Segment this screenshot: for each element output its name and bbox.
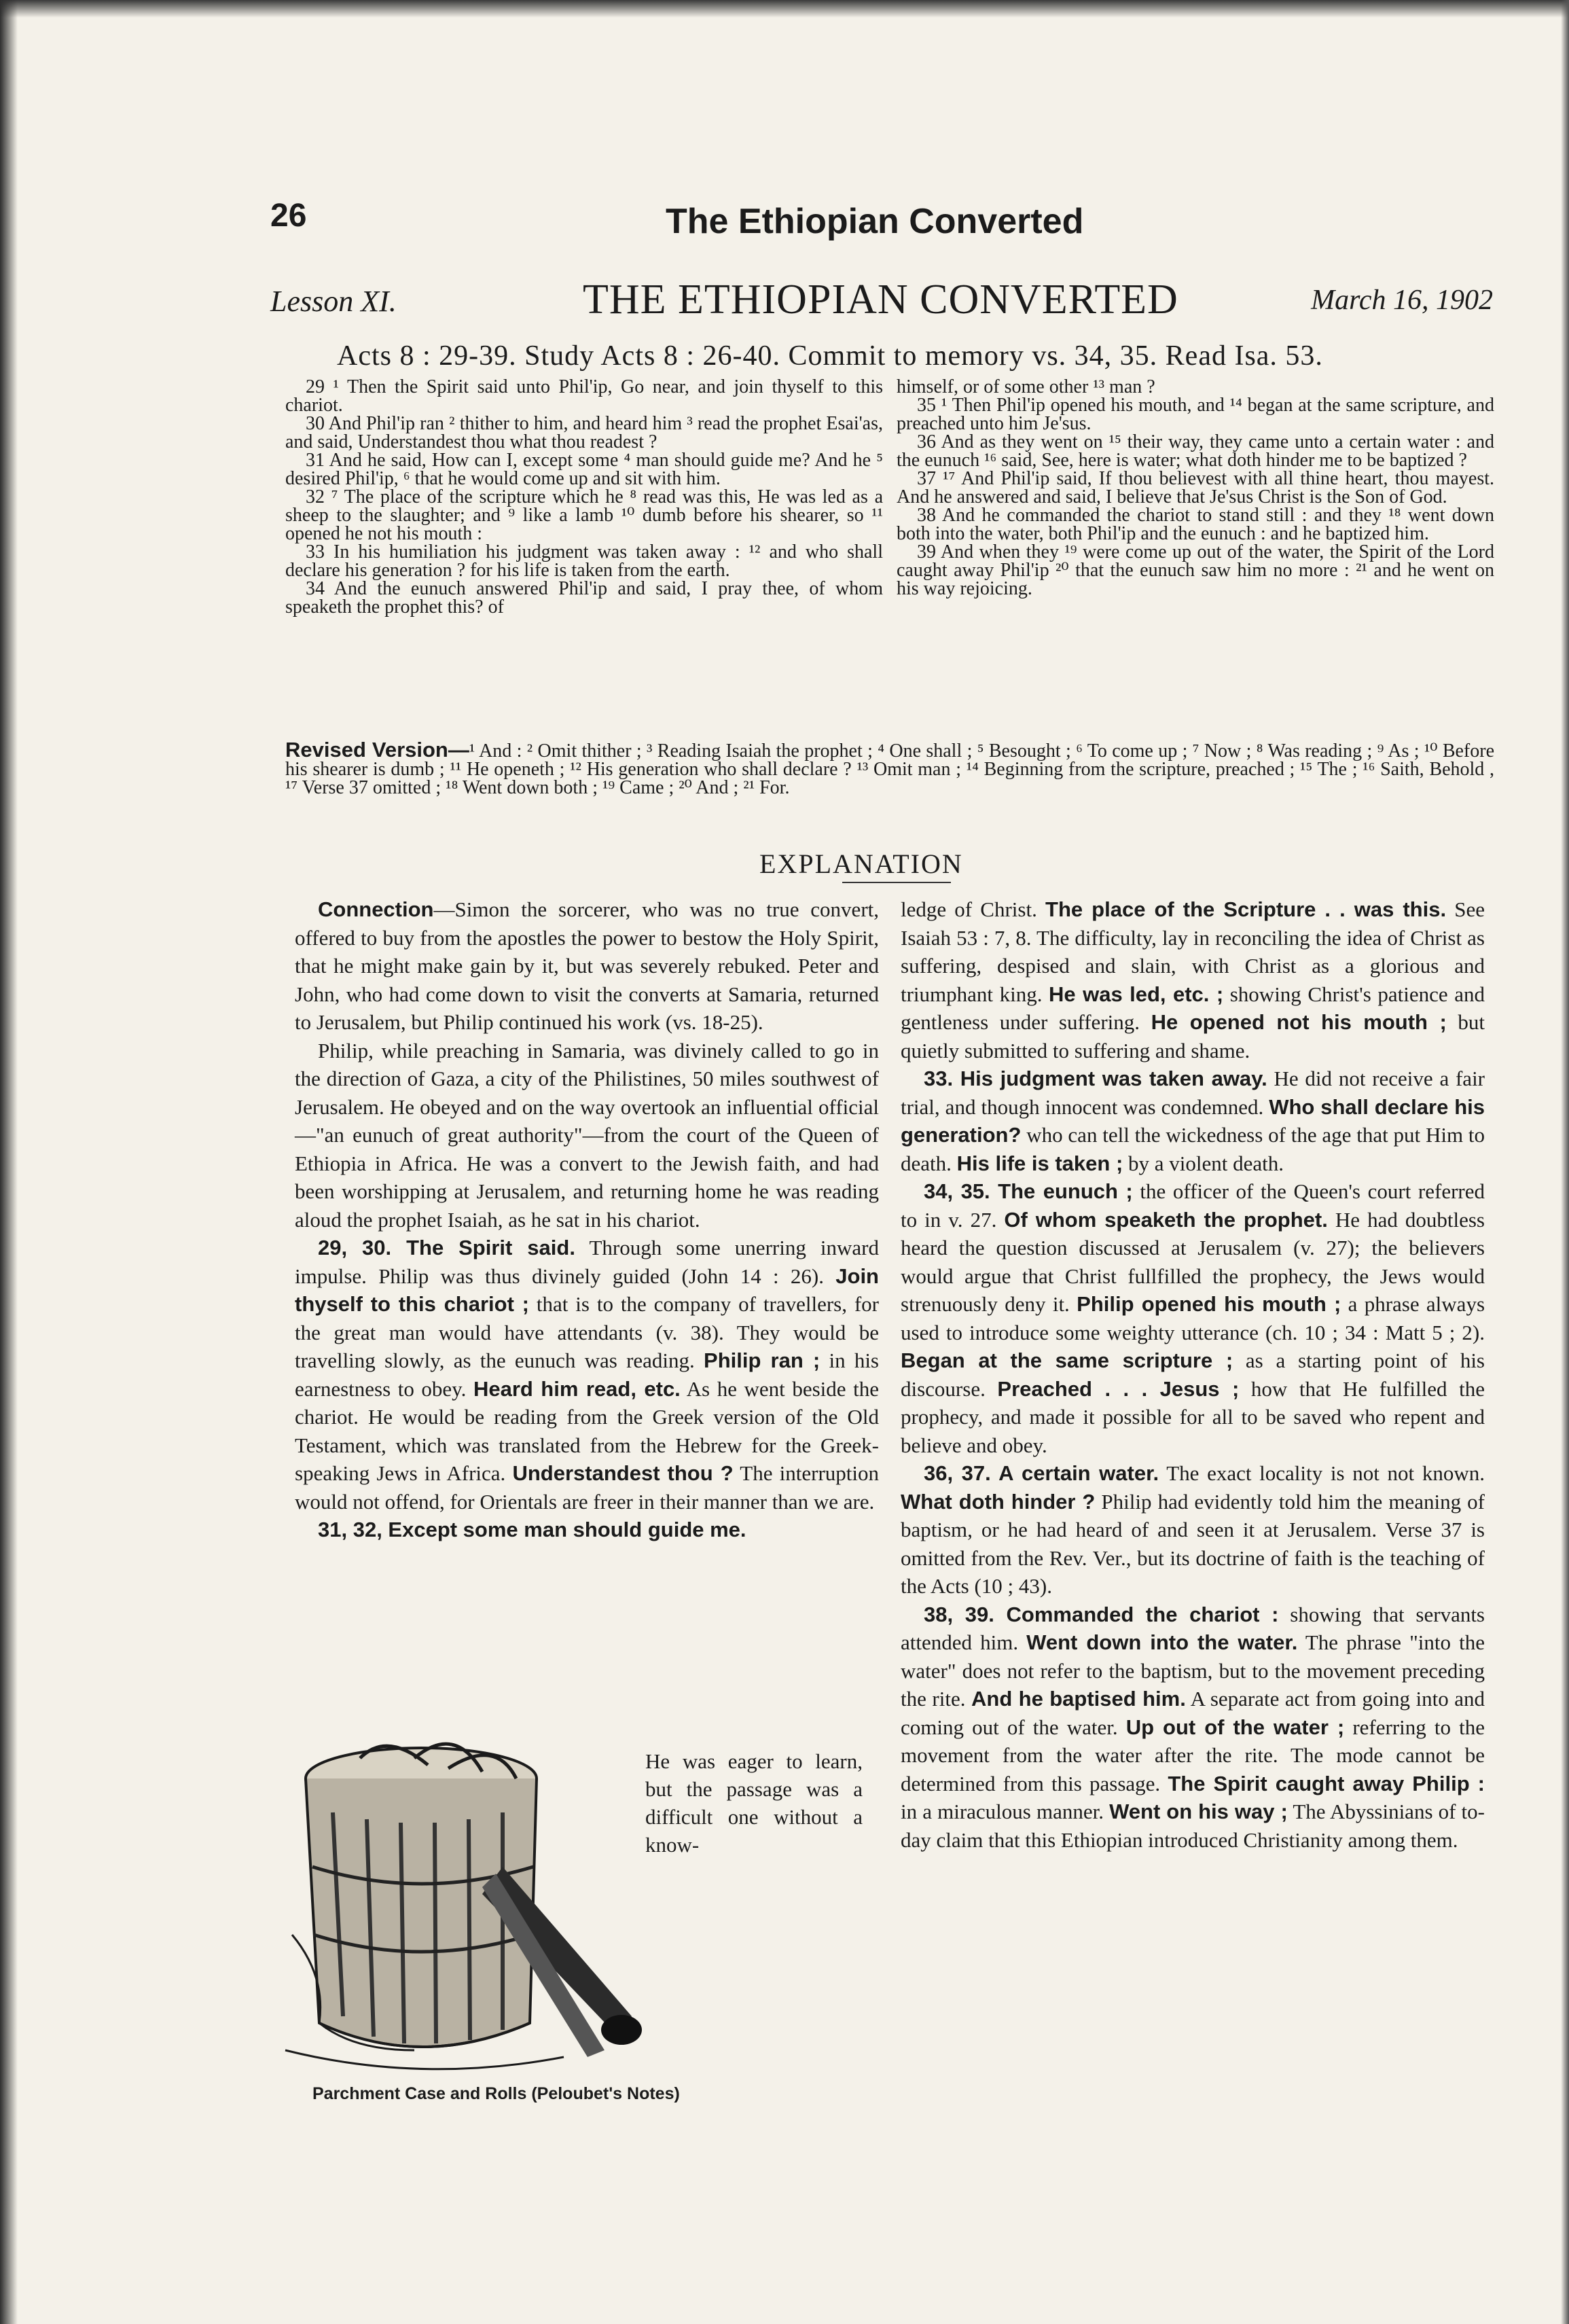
verse-39: 39 And when they ¹⁹ were come up out of the water, the Spirit of the Lord caught away Phil'ip ²⁰ that the eunuch saw him no more : ²¹ and he went on his way rejoicing. [897, 541, 1494, 599]
explanation-heading: EXPLANATION [759, 848, 963, 879]
p1-head3: He opened not his mouth ; [1151, 1010, 1447, 1034]
v33-head2: Who shall declare his generation? [901, 1094, 1485, 1147]
scan-top-edge [0, 0, 1569, 18]
v33-text1: He did not receive a fair trial, and though innocent was condemned. [901, 1067, 1485, 1119]
verse-37: 37 ¹⁷ And Phil'ip said, If thou believest with all thine heart, thou mayest. And he answered and said, I believe that Je'sus Christ is the Son of God. [897, 468, 1494, 507]
v34-text2: He had doubtless heard the question discussed at Jerusalem (v. 27); the believers would argue that Christ fullfilled the prophecy, the Jews would strenuously deny it. [901, 1207, 1485, 1316]
v34-text1: the officer of the Queen's court referred to in v. 27. [901, 1179, 1485, 1232]
v38-text3: A separate act from going into and coming out of the water. [901, 1687, 1485, 1739]
revised-version-notes [285, 740, 1494, 797]
v33-text2: who can tell the wickedness of the age that put Him to death. [901, 1123, 1485, 1175]
philip-paragraph: Philip, while preaching in Samaria, was divinely called to go in the direction of Gaza, a city of the Philistines, 50 miles southwest of Jerusalem. He obeyed and on the way overtook an influential official—"an eunuch of great authority"—from the court of the Queen of Ethiopia in Africa. He was a convert to the Jewish faith, and had been worshipping at Jerusalem, and returning home he was reading aloud the prophet Isaiah, as he sat in his chariot. [295, 1038, 879, 1232]
v31-wrap-text: He was eager to learn, but the passage was a difficult one without a know- [645, 1749, 863, 1857]
v34-head: 34, 35. The eunuch ; [924, 1179, 1133, 1203]
study-references: Acts 8 : 29-39. Study Acts 8 : 26-40. Commit to memory vs. 34, 35. Read Isa. 53. [337, 340, 1323, 372]
p1-text1: ledge of Christ. [901, 897, 1046, 921]
verse-34-cont: himself, or of some other ¹³ man ? [897, 376, 1155, 397]
v34-paragraph [901, 1177, 1485, 1459]
lesson-date: March 16, 1902 [1311, 285, 1493, 316]
heading-rule [842, 882, 951, 883]
verse-33: 33 In his humiliation his judgment was taken away : ¹² and who shall declare his generation ? for his life is taken from the earth. [285, 541, 883, 581]
v29-text3: in his earnestness to obey. [295, 1348, 879, 1401]
v29-head3: Philip ran ; [704, 1348, 820, 1372]
v33-paragraph [901, 1065, 1485, 1177]
v36-paragraph [901, 1459, 1485, 1601]
place-paragraph [901, 895, 1485, 1065]
v34-head4: Began at the same scripture ; [901, 1348, 1233, 1372]
verse-30: 30 And Phil'ip ran ² thither to him, and heard him ³ read the prophet Esai'as, and said, Understandest thou what thou readest ? [285, 413, 883, 452]
v38-head2: Went down into the water. [1026, 1630, 1298, 1654]
v29-head4: Heard him read, etc. [473, 1376, 681, 1401]
connection-paragraph [295, 895, 879, 1037]
verse-38: 38 And he commanded the chariot to stand still : and they ¹⁸ went down both into the water, both Phil'ip and the eunuch : and he baptized him. [897, 505, 1494, 544]
v38-paragraph [901, 1601, 1485, 1855]
v38-head: 38, 39. Commanded the chariot : [924, 1602, 1279, 1626]
v34-head3: Philip opened his mouth ; [1077, 1292, 1341, 1316]
v36-head: 36, 37. A certain water. [924, 1461, 1159, 1485]
verse-35: 35 ¹ Then Phil'ip opened his mouth, and ¹⁴ began at the same scripture, and preached unto him Je'sus. [897, 395, 1494, 434]
v29-head: 29, 30. The Spirit said. [318, 1236, 575, 1259]
v33-head3: His life is taken ; [956, 1151, 1123, 1175]
v29-paragraph [295, 1234, 879, 1516]
v38-head3: And he baptised him. [971, 1687, 1186, 1711]
explanation-left-column [295, 895, 879, 1544]
v34-head2: Of whom speaketh the prophet. [1004, 1207, 1328, 1232]
scan-left-edge [0, 0, 18, 2324]
v29-text5: The interruption would not offend, for Orientals are freer in their manner than we are. [295, 1461, 879, 1514]
verse-31: 31 And he said, How can I, except some ⁴ man should guide me? And he ⁵ desired Phil'ip, ⁶ that he would come up and sit with him. [285, 450, 883, 489]
p1-head2: He was led, etc. ; [1049, 982, 1224, 1006]
lesson-number: Lesson XI. [270, 285, 397, 318]
revised-label: Revised Version— [285, 738, 469, 762]
scan-right-edge [1561, 0, 1569, 2324]
parchment-case-illustration [278, 1731, 645, 2084]
p1-text2: See Isaiah 53 : 7, 8. The difficulty, lay in reconciling the idea of Christ as suffering, despised and slain, with Christ as a glorious and triumphant king. [901, 897, 1485, 1006]
p1-text4: but quietly submitted to suffering and shame. [901, 1010, 1485, 1062]
v38-head4: Up out of the water ; [1125, 1715, 1345, 1739]
verse-29: 29 ¹ Then the Spirit said unto Phil'ip, Go near, and join thyself to this chariot. [285, 376, 883, 416]
lesson-title: THE ETHIOPIAN CONVERTED [583, 276, 1178, 323]
v38-head5: The Spirit caught away Philip : [1168, 1771, 1485, 1795]
explanation-right-column [901, 895, 1485, 1854]
v38-text4: referring to the movement from the water after the rite. The mode cannot be determined from this passage. [901, 1715, 1485, 1795]
v34-text3: a phrase always used to introduce some weighty utterance (ch. 10 ; 34 : Matt 5 ; 2). [901, 1292, 1485, 1344]
v33-text3: by a violent death. [1123, 1151, 1284, 1175]
v38-text2: The phrase "into the water" does not refer to the baptism, but to the movement preceding the rite. [901, 1630, 1485, 1711]
verse-34: 34 And the eunuch answered Phil'ip and said, I pray thee, of whom speaketh the prophet this? of [285, 578, 883, 618]
running-head: The Ethiopian Converted [666, 202, 1084, 241]
v36-text1: The exact locality is not not known. [1159, 1461, 1485, 1485]
v29-text2: that is to the company of travellers, for the great man would have attendants (v. 38). They would be travelling slowly, as the eunuch was reading. [295, 1292, 880, 1372]
v33-head: 33. His judgment was taken away. [924, 1067, 1267, 1090]
v38-text5: in a miraculous manner. [901, 1800, 1110, 1823]
revised-text: ¹ And : ² Omit thither ; ³ Reading Isaiah the prophet ; ⁴ One shall ; ⁵ Besought ; ⁶ To come up ; ⁷ Now ; ⁸ Was reading ; ⁹ As ; ¹⁰ Before his shearer is dumb ; ¹¹ He openeth ; ¹² His generation who shall declare ? ¹³ Omit man ; ¹⁴ Beginning from the scripture, preached ; ¹⁵ The ; ¹⁶ Saith, Behold , ¹⁷ Verse 37 omitted ; ¹⁸ Went down both ; ¹⁹ Came ; ²⁰ And ; ²¹ For. [285, 740, 1495, 798]
v38-text1: showing that servants attended him. [901, 1602, 1485, 1654]
scripture-left-column [285, 378, 883, 616]
v31-heading [295, 1516, 879, 1544]
v29-text1: Through some unerring inward impulse. Philip was thus divinely guided (John 14 : 26). [295, 1236, 879, 1288]
page-number: 26 [270, 198, 307, 234]
v29-head2: Join thyself to this chariot ; [295, 1264, 879, 1316]
lesson-header [270, 276, 1493, 330]
v36-text2: Philip had evidently told him the meaning of baptism, or he had heard of and seen it at Jerusalem. Verse 37 is omitted from the Rev. Ver., but its doctrine of faith is the teaching of the Acts (10 ; 43). [901, 1489, 1485, 1598]
p1-text3: showing Christ's patience and gentleness under suffering. [901, 982, 1485, 1034]
v34-text5: how that He fulfilled the prophecy, and made it possible for all to be saved who repent and believe and obey. [901, 1376, 1485, 1457]
figure-caption: Parchment Case and Rolls (Peloubet's Notes) [312, 2084, 680, 2103]
v29-head5: Understandest thou ? [512, 1461, 734, 1485]
v38-text6: The Abyssinians of to-day claim that this Ethiopian introduced Christianity among them. [901, 1800, 1485, 1852]
verse-32: 32 ⁷ The place of the scripture which he ⁸ read was this, He was led as a sheep to the slaughter; and ⁹ like a lamb ¹⁰ dumb before his shearer, so ¹¹ opened he not his mouth : [285, 486, 883, 544]
v34-text4: as a starting point of his discourse. [901, 1348, 1485, 1401]
v36-head2: What doth hinder ? [901, 1489, 1096, 1514]
v34-head5: Preached . . . Jesus ; [997, 1376, 1240, 1401]
v31-head: 31, 32, Except some man should guide me. [318, 1518, 746, 1541]
verse-36: 36 And as they went on ¹⁵ their way, they came unto a certain water : and the eunuch ¹⁶ said, See, here is water; what doth hinder me to be baptized ? [897, 431, 1494, 471]
v29-text4: As he went beside the chariot. He would be reading from the Greek version of the Old Testament, which was translated from the Hebrew for the Greek-speaking Jews in Africa. [295, 1376, 880, 1485]
connection-head: Connection [318, 897, 434, 921]
scripture-right-column [897, 378, 1494, 598]
connection-text: —Simon the sorcerer, who was no true convert, offered to buy from the apostles the power to bestow the Holy Spirit, that he might make gain by it, but was severely rebuked. Peter and John, who had come down to visit the converts at Samaria, returned to Jerusalem, but Philip continued his work (vs. 18-25). [295, 897, 879, 1034]
v38-head6: Went on his way ; [1109, 1800, 1288, 1823]
p1-head1: The place of the Scripture . . was this. [1045, 897, 1447, 921]
